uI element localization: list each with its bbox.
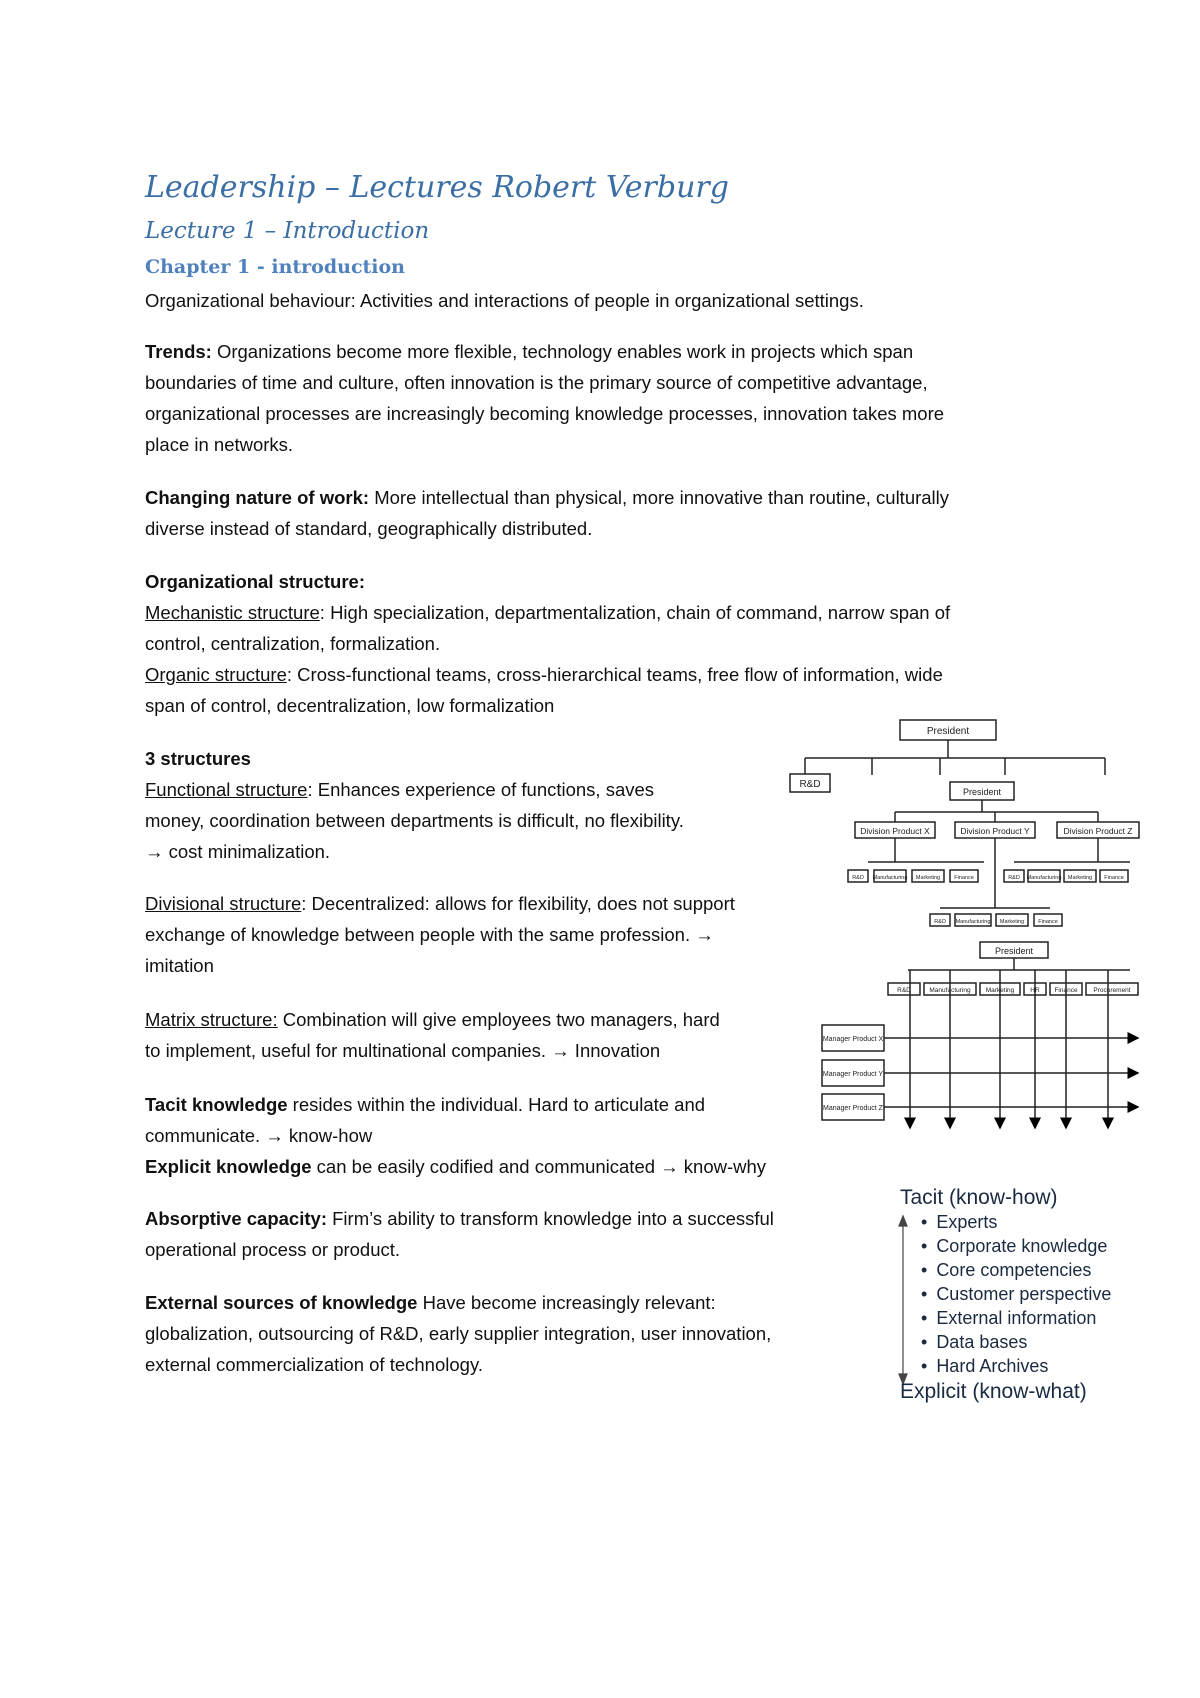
divisional-president-label: President (962, 787, 1002, 797)
div-x-function-rd: R&D (852, 875, 864, 881)
functional-rd-label: R&D (799, 779, 821, 790)
knowledge-item: • Hard Archives (921, 1354, 1111, 1378)
matrix-function-rd: R&D (897, 987, 911, 994)
div-x-function-marketing: Marketing (915, 875, 941, 881)
knowledge-item: • Corporate knowledge (921, 1234, 1111, 1258)
division-z-label: Division Product Z (1063, 826, 1133, 836)
explicit-heading: Explicit (know-what) (900, 1380, 1087, 1403)
tacit-heading: Tacit (know-how) (900, 1186, 1058, 1209)
matrix-function-procurement: Procurement (1093, 987, 1131, 994)
div-z-function-finance: Finance (1104, 875, 1124, 881)
div-z-function-marketing: Marketing (1067, 875, 1093, 881)
matrix-manager-lines (884, 1038, 1138, 1107)
paragraph-absorptive: Absorptive capacity: Firm’s ability to transform knowledge into a successful operational process or product. (145, 1208, 774, 1260)
paragraph-ob: Organizational behaviour: Activities and interactions of people in organizational settings. (145, 290, 864, 311)
paragraph-structure: Organizational structure: Mechanistic structure: High specialization, departmentalization, chain of command, narrow span of control, centralization, formalization. Organic structure: Cross-functional teams, cross-hierarchical teams, free flow of information, wide span of control, decentralization, low formalization (145, 571, 951, 716)
div-y-function-rd: R&D (934, 919, 946, 925)
matrix-function-marketing: Marketing (985, 987, 1015, 994)
manager-product-z-label: Manager Product Z (823, 1105, 883, 1112)
paragraph-knowledge: Tacit knowledge resides within the individual. Hard to articulate and communicate. → know-how Explicit knowledge can be easily codified and communicated → know-why (145, 1094, 767, 1177)
matrix-function-manufacturing: Manufacturing (929, 987, 971, 994)
paragraph-external: External sources of knowledge Have become increasingly relevant: globalization, outsourcing of R&D, early supplier integration, user innovation, external commercialization of technology. (145, 1292, 772, 1375)
div-z-function-manufacturing: Manufacturing (1026, 875, 1062, 881)
knowledge-item: • Core competencies (921, 1258, 1111, 1282)
div-y-function-marketing: Marketing (999, 919, 1025, 925)
matrix-president-label: President (994, 946, 1034, 956)
knowledge-item: • Customer perspective (921, 1282, 1111, 1306)
paragraph-divisional: Divisional structure: Decentralized: allows for flexibility, does not support exchange of knowledge between people with the same profession. → imitation (145, 893, 735, 976)
chapter-heading: Chapter 1 - introduction (145, 256, 405, 278)
knowledge-item: • Data bases (921, 1330, 1111, 1354)
paragraph-trends: Trends: Organizations become more flexible, technology enables work in projects which span boundaries of time and culture, often innovation is the primary source of competitive advantage, organizational processes are increasingly becoming knowledge processes, innovation takes more place in networks. (145, 341, 945, 455)
tacit-explicit-arrow (899, 1216, 907, 1384)
paragraph-work: Changing nature of work: More intellectual than physical, more innovative than routine, culturally diverse instead of standard, geographically distributed. (145, 487, 950, 539)
paragraph-three-structures: 3 structures Functional structure: Enhances experience of functions, saves money, coordination between departments is difficult, no flexibility. → cost minimalization. (145, 748, 684, 862)
knowledge-item: • Experts (921, 1210, 1111, 1234)
div-x-function-manufacturing: Manufacturing (872, 875, 908, 881)
matrix-function-finance: Finance (1054, 987, 1078, 994)
div-y-function-finance: Finance (1038, 919, 1058, 925)
lecture-heading: Lecture 1 – Introduction (145, 218, 430, 244)
knowledge-list (921, 1210, 1111, 1378)
division-x-label: Division Product X (860, 826, 930, 836)
division-y-label: Division Product Y (960, 826, 1030, 836)
manager-product-y-label: Manager Product Y (822, 1071, 884, 1078)
div-z-function-rd: R&D (1008, 875, 1020, 881)
matrix-function-hr: HR (1030, 987, 1040, 994)
document-title: Leadership – Lectures Robert Verburg (145, 170, 729, 205)
div-y-function-manufacturing: Manufacturing (955, 919, 991, 925)
manager-product-x-label: Manager Product X (822, 1036, 884, 1043)
paragraph-matrix: Matrix structure: Combination will give employees two managers, hard to implement, useful for multinational companies. → Innovation (145, 1009, 720, 1061)
knowledge-item: • External information (921, 1306, 1111, 1330)
div-x-function-finance: Finance (954, 875, 974, 881)
functional-president-label: President (926, 726, 970, 737)
